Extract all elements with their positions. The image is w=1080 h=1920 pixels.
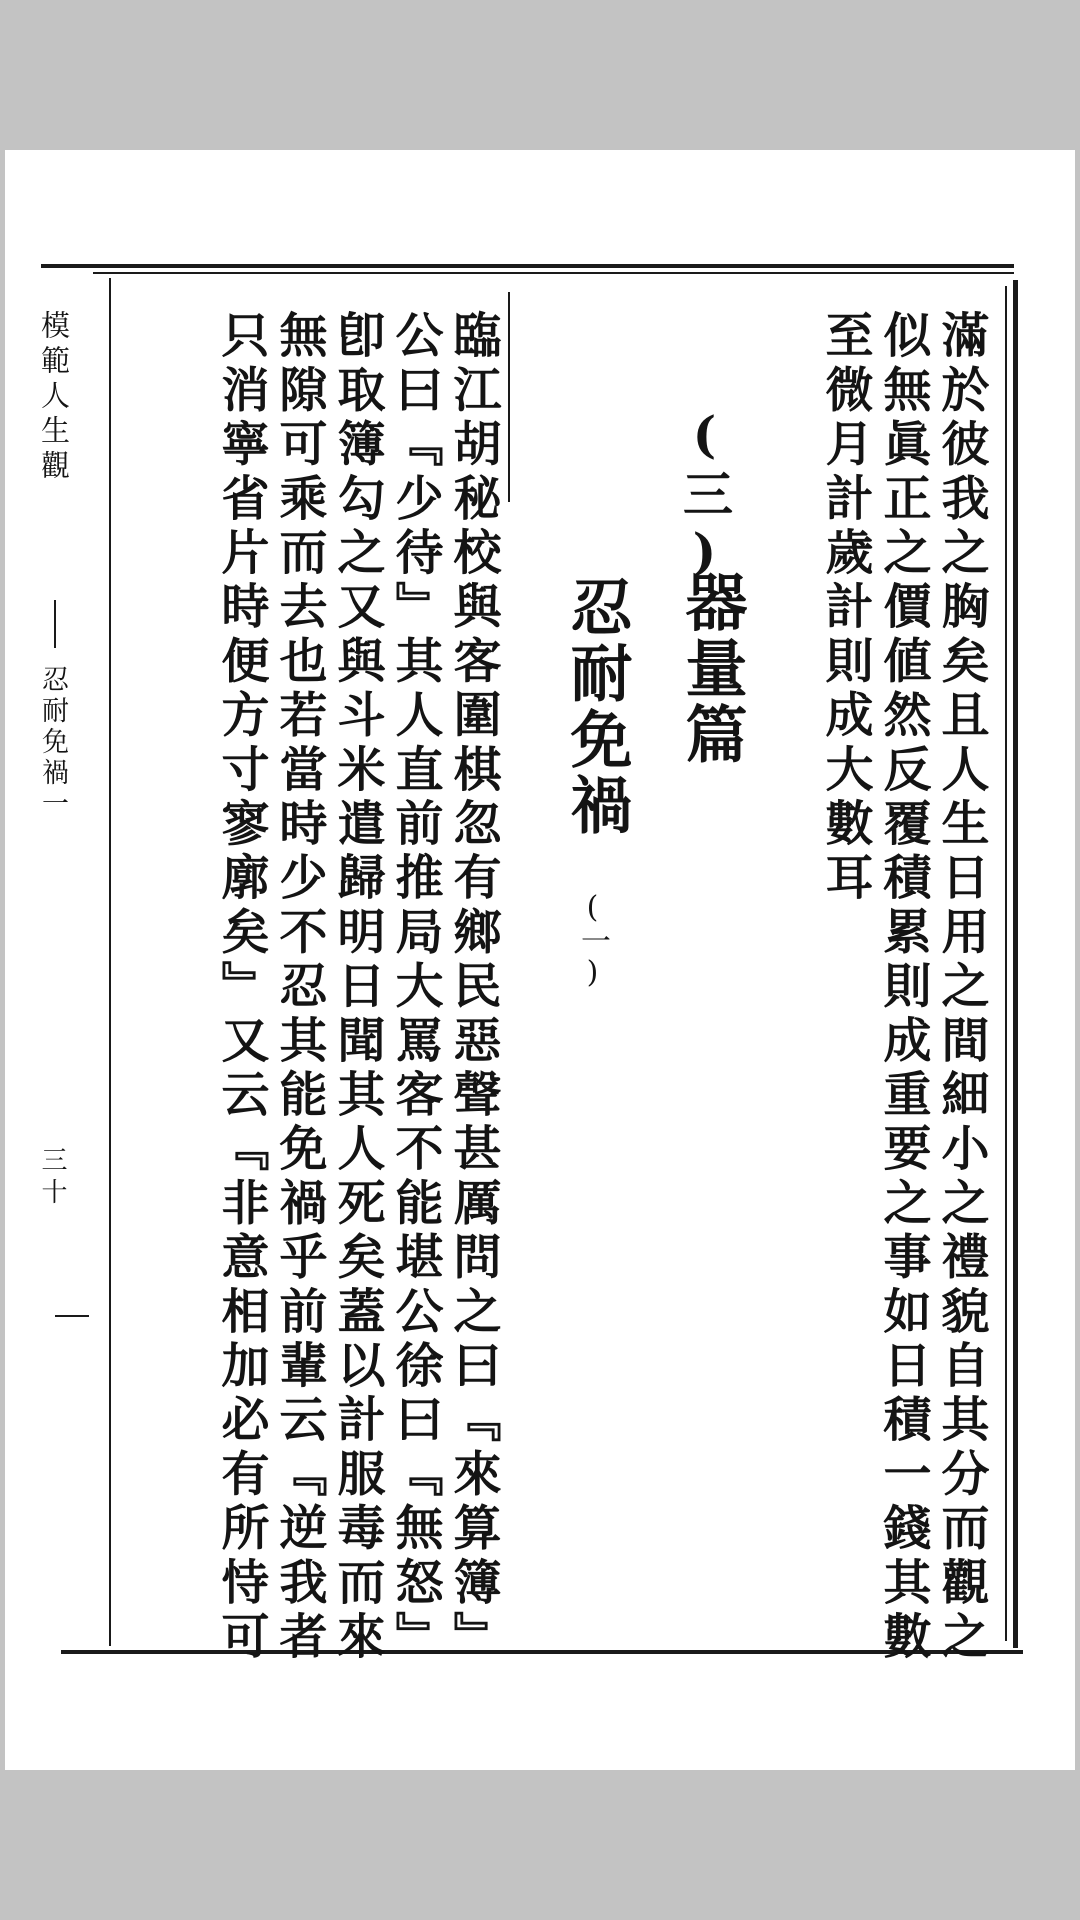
book-page xyxy=(5,150,1075,1770)
frame-top-inner-rule xyxy=(93,272,1014,274)
text-column-4: 臨江胡秘校與客圍棋忽有鄉民惡聲甚厲問之曰『來算簿』 xyxy=(445,310,501,1665)
text-column-8: 只消寧省片時便方寸寥廓矣』又云『非意相加必有所恃可 xyxy=(213,310,269,1665)
frame-right-rule xyxy=(1013,280,1018,1648)
section-title: 忍耐免禍 xyxy=(560,575,633,839)
frame-top-rule xyxy=(41,264,1014,268)
running-head-section: 忍耐免禍一 xyxy=(37,665,68,820)
running-head-dash xyxy=(54,600,56,648)
section-number: (一) xyxy=(575,890,610,990)
paragraph-indent-rule xyxy=(508,292,510,502)
text-column-6: 卽取簿勾之又與斗米遣歸明日聞其人死矣蓋以計服毒而來 xyxy=(329,310,385,1665)
margin-divider-rule xyxy=(109,278,111,1646)
running-head-title: 模範人生觀 xyxy=(37,310,71,485)
text-column-3: 至微月計歲計則成大數耳 xyxy=(817,310,873,907)
chapter-title: 器量篇 xyxy=(675,570,748,768)
text-column-7: 無隙可乘而去也若當時少不忍其能免禍乎前輩云『逆我者 xyxy=(271,310,327,1665)
margin-mark-rule xyxy=(55,1315,89,1317)
chapter-number: (三) xyxy=(675,405,734,585)
page-number: 三十 xyxy=(37,1146,67,1210)
text-column-5: 公曰『少待』其人直前推局大罵客不能堪公徐曰『無怒』 xyxy=(387,310,443,1665)
frame-right-inner-rule xyxy=(1005,286,1007,1641)
text-column-2: 似無眞正之價値然反覆積累則成重要之事如日積一錢其數 xyxy=(875,310,931,1665)
text-column-1: 滿於彼我之胸矣且人生日用之間細小之禮貌自其分而觀之 xyxy=(933,310,989,1665)
